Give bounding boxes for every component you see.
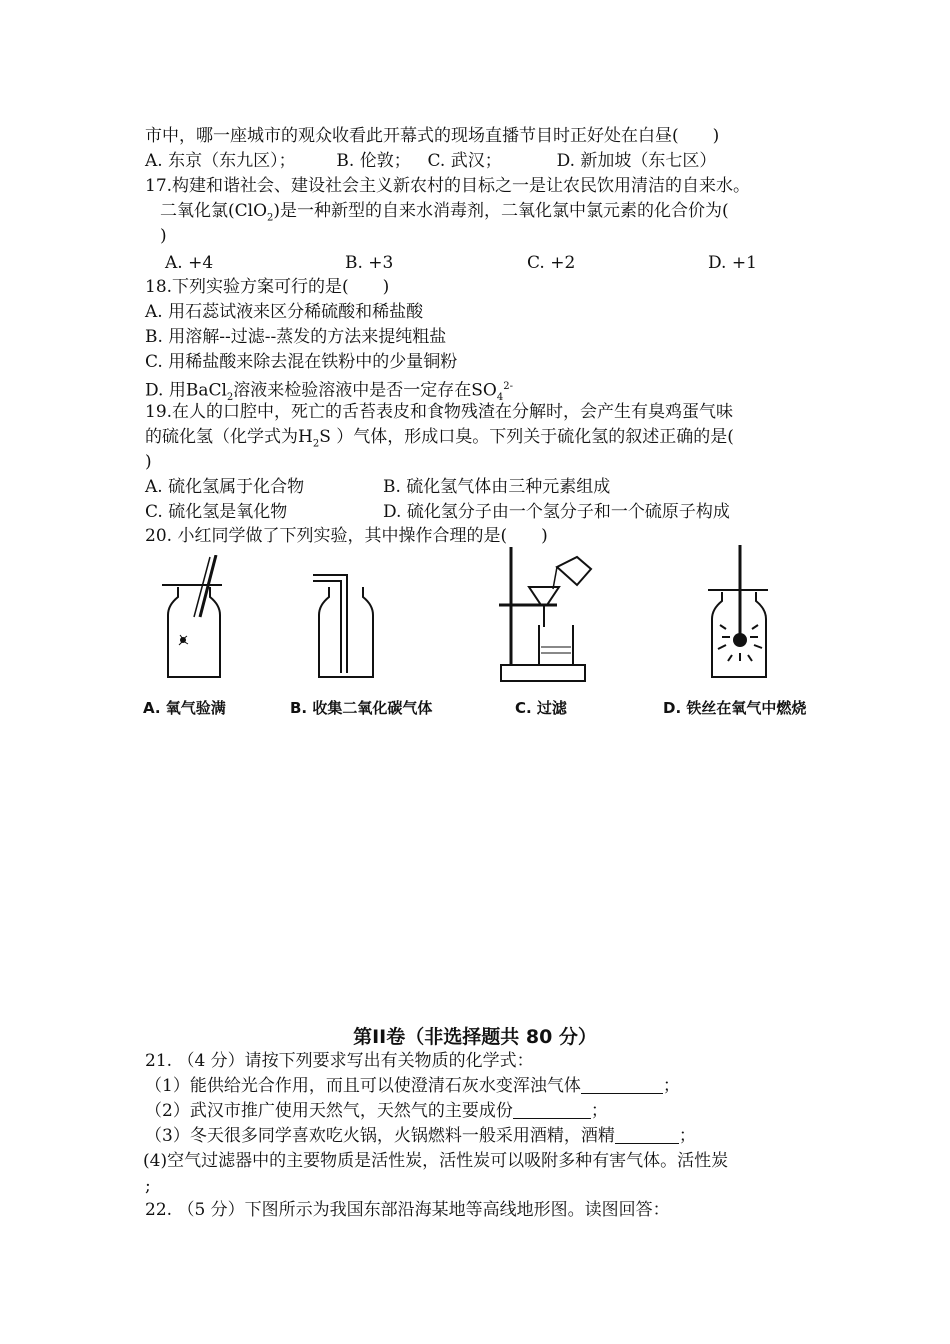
figure-caption-c: C. 过滤 xyxy=(515,699,567,717)
q16-option-a: A. 东京（东九区）； xyxy=(145,151,296,171)
q19-stem-line2 xyxy=(145,425,734,456)
q21-item-2-end: ； xyxy=(590,1101,608,1121)
figure-b-co2-collection xyxy=(305,565,385,685)
q21-item-1 xyxy=(145,1074,680,1098)
figure-d-iron-burning xyxy=(690,545,780,685)
q21-item-1-text: （1）能供给光合作用，而且可以使澄清石灰水变浑浊气体 xyxy=(145,1076,581,1096)
q16-option-c: C. 武汉； xyxy=(427,151,502,171)
figure-caption-b: B. 收集二氧化碳气体 xyxy=(290,699,433,717)
q16-options xyxy=(145,149,716,173)
q19-option-b: B. 硫化氢气体由三种元素组成 xyxy=(383,477,611,497)
q19-stem-line1: 19.在人的口腔中，死亡的舌苔表皮和食物残渣在分解时，会产生有臭鸡蛋气味 xyxy=(145,402,734,422)
q21-item-3-text: （3）冬天很多同学喜欢吃火锅，火锅燃料一般采用酒精，酒精 xyxy=(145,1126,615,1146)
q16-option-d: D. 新加坡（东七区） xyxy=(556,151,717,171)
q21-item-4-end: ; xyxy=(145,1176,151,1196)
q17-stem-line1: 17.构建和谐社会、建设社会主义新农村的目标之一是让农民饮用清洁的自来水。 xyxy=(145,176,751,196)
section-title: 第II卷（非选择题共 80 分） xyxy=(353,1026,597,1048)
q19-text-b: S ）气体，形成口臭。下列关于硫化氢的叙述正确的是( xyxy=(319,427,734,447)
q18d-subscript: 2 xyxy=(226,392,234,404)
q18d-text-a: D. 用BaCl xyxy=(145,380,227,401)
figure-c-filtration xyxy=(495,547,595,692)
q17-option-b: B. +3 xyxy=(345,253,394,273)
q17-text-b: )是一种新型的自来水消毒剂，二氧化氯中氯元素的化合价为( xyxy=(273,201,729,221)
figure-caption-a: A. 氧气验满 xyxy=(143,699,226,717)
q21-item-4: (4)空气过滤器中的主要物质是活性炭，活性炭可以吸附多种有害气体。活性炭 xyxy=(143,1151,729,1171)
q17-option-c: C. +2 xyxy=(527,253,576,273)
q19-option-d: D. 硫化氢分子由一个氢分子和一个硫原子构成 xyxy=(383,502,730,522)
q21-stem: 21. （4 分）请按下列要求写出有关物质的化学式： xyxy=(145,1051,534,1071)
q18d-subscript-2: 4 xyxy=(496,392,504,404)
q19-option-c: C. 硫化氢是氧化物 xyxy=(145,502,288,522)
q20-stem: 20. 小红同学做了下列实验，其中操作合理的是( ) xyxy=(145,526,548,546)
q21-item-2 xyxy=(145,1099,608,1123)
answer-blank-1[interactable] xyxy=(581,1075,663,1094)
q19-option-a: A. 硫化氢属于化合物 xyxy=(145,477,305,497)
q16-stem: 市中，哪一座城市的观众收看此开幕式的现场直播节目时正好处在白昼( ) xyxy=(145,126,720,146)
q18-stem: 18.下列实验方案可行的是( ) xyxy=(145,277,390,297)
q21-item-3 xyxy=(145,1124,696,1148)
q17-option-d: D. +1 xyxy=(708,253,757,273)
answer-blank-2[interactable] xyxy=(513,1100,591,1119)
q18d-text-b: 溶液来检验溶液中是否一定存在SO xyxy=(233,380,497,401)
q19-subscript: 2 xyxy=(312,438,320,450)
q21-item-1-end: ； xyxy=(662,1076,680,1096)
q19-text-a: 的硫化氢（化学式为H xyxy=(145,427,313,447)
figure-caption-d: D. 铁丝在氧气中燃烧 xyxy=(663,699,807,717)
q17-stem-line2 xyxy=(160,199,729,230)
q22-stem: 22. （5 分）下图所示为我国东部沿海某地等高线地形图。读图回答： xyxy=(145,1200,670,1220)
q16-option-b: B. 伦敦； xyxy=(336,151,411,171)
q17-stem-line3: ) xyxy=(160,226,167,246)
q21-item-2-text: （2）武汉市推广使用天然气，天然气的主要成份 xyxy=(145,1101,513,1121)
q21-item-3-end: ； xyxy=(678,1126,696,1146)
answer-blank-3[interactable] xyxy=(615,1125,679,1144)
q17-text-a: 二氧化氯(ClO xyxy=(160,201,268,221)
figure-a-oxygen-check xyxy=(150,555,250,685)
q17-option-a: A. +4 xyxy=(165,253,214,273)
q18-option-c: C. 用稀盐酸来除去混在铁粉中的少量铜粉 xyxy=(145,352,458,372)
q18-option-b: B. 用溶解--过滤--蒸发的方法来提纯粗盐 xyxy=(145,327,447,347)
q17-subscript: 2 xyxy=(267,212,274,224)
q18-option-a: A. 用石蕊试液来区分稀硫酸和稀盐酸 xyxy=(145,302,424,322)
q18d-superscript: 2- xyxy=(503,381,513,392)
q19-stem-line3: ) xyxy=(145,452,152,472)
